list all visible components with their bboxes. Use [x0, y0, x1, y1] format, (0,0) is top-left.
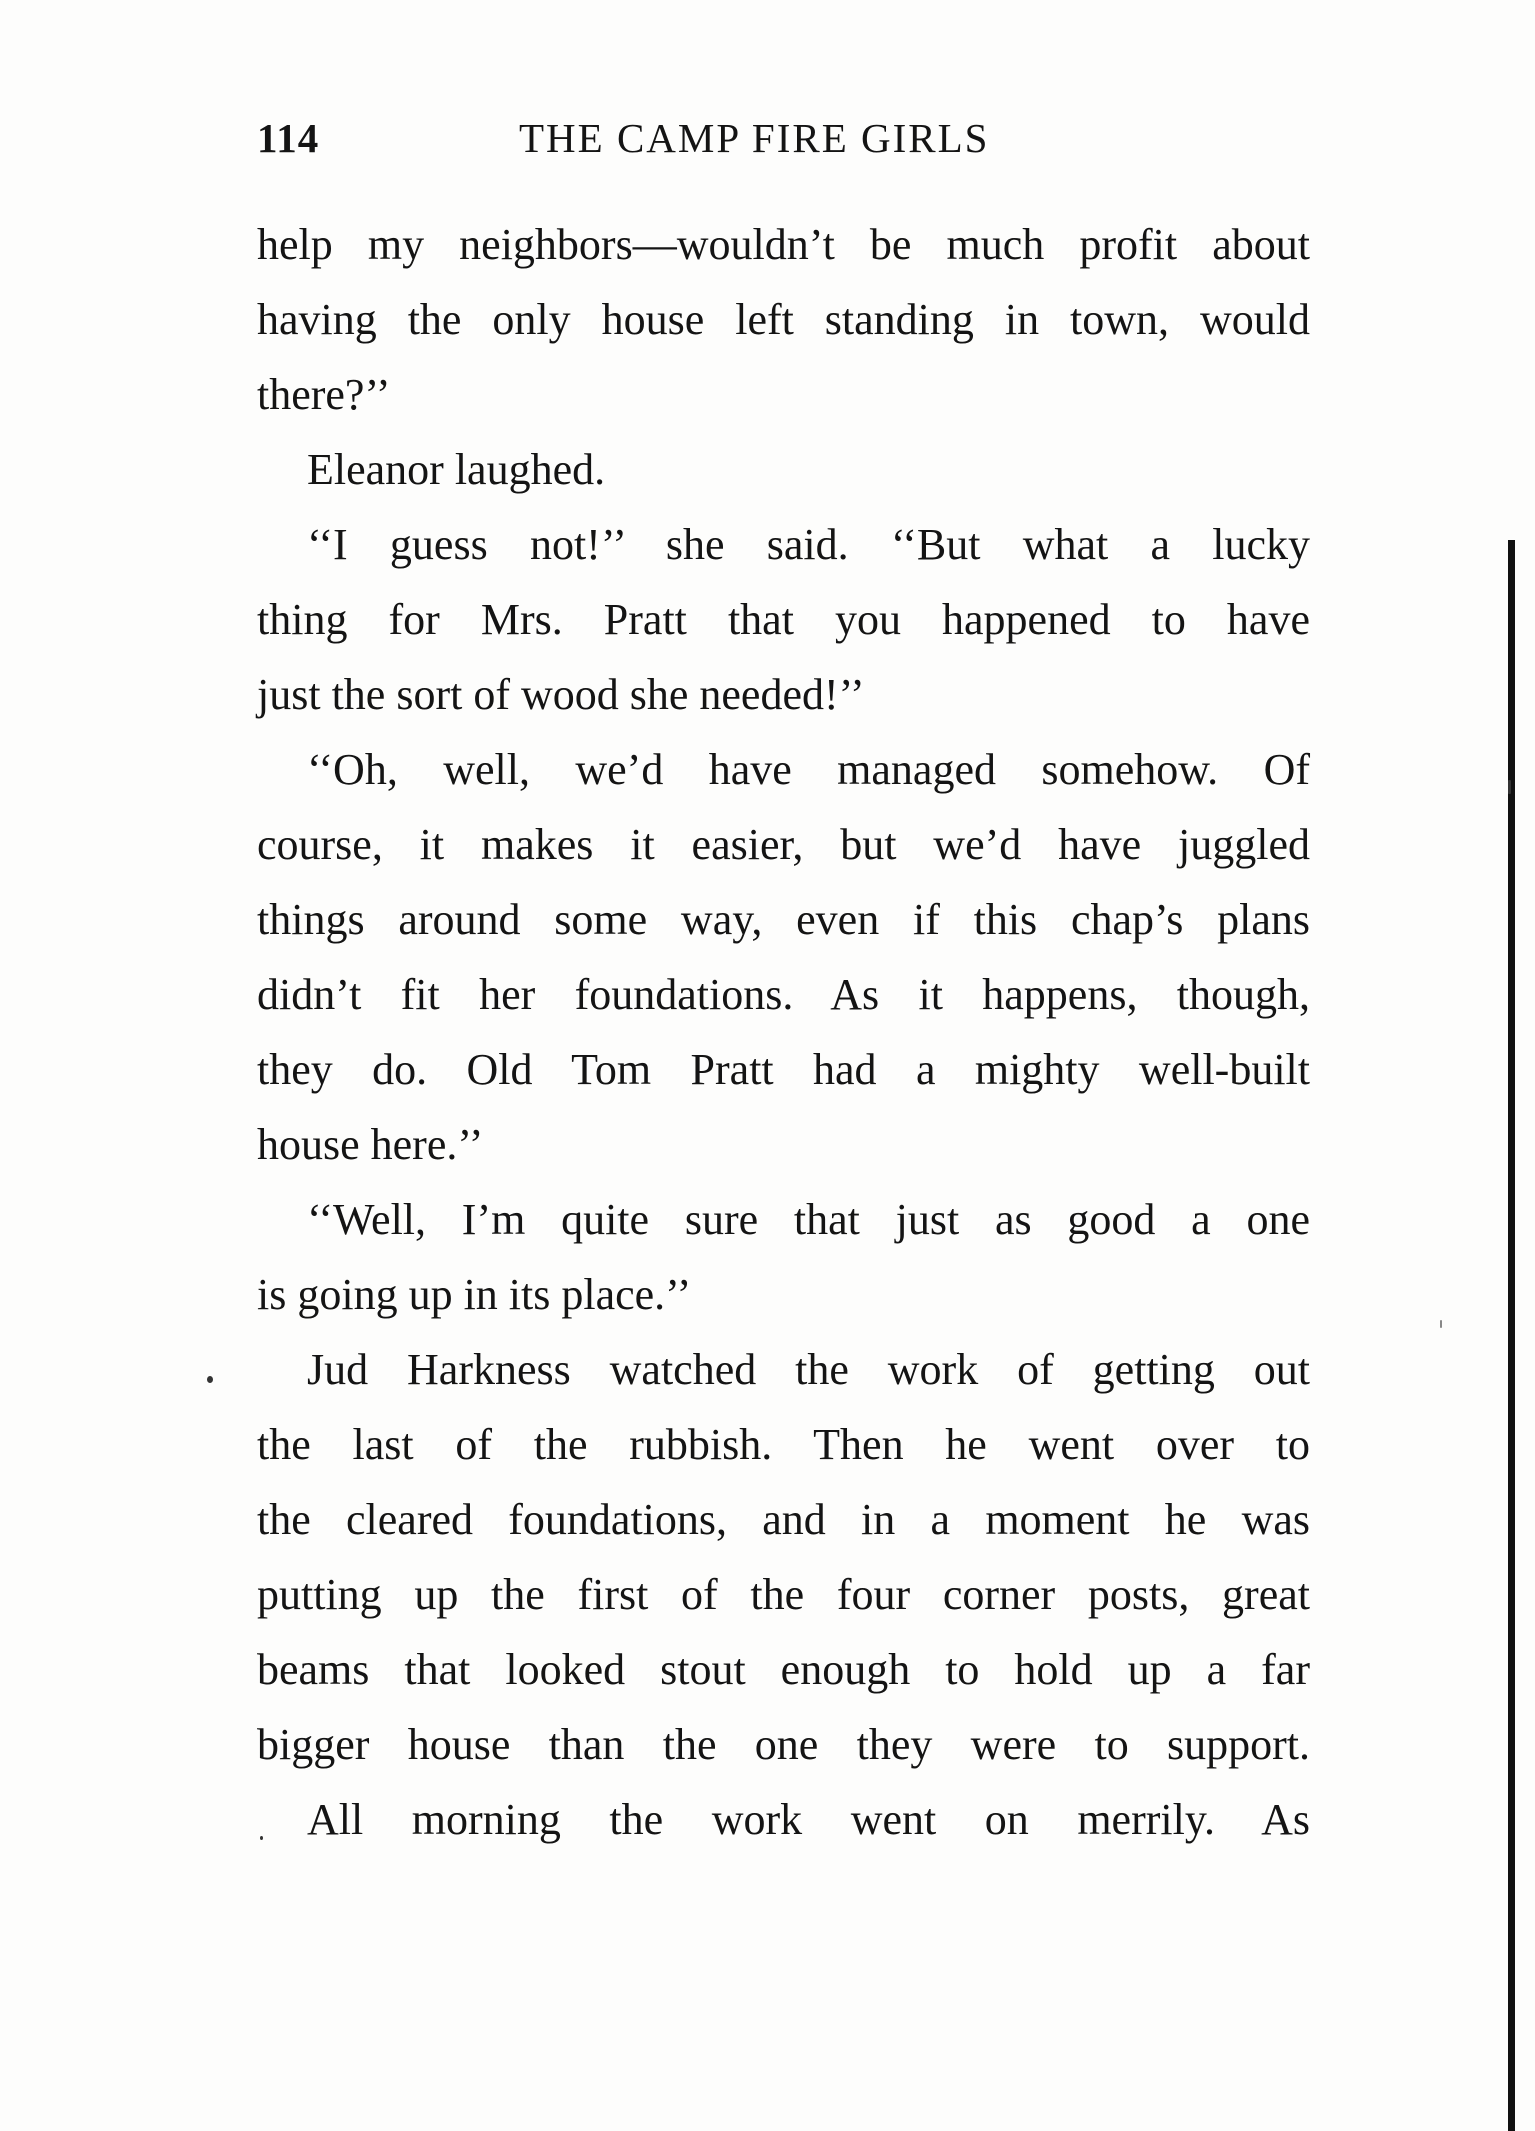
text-line: they do. Old Tom Pratt had a mighty well-built: [257, 1045, 1310, 1094]
body-text: [257, 207, 1310, 1857]
text-line: beams that looked stout enough to hold up a far: [257, 1645, 1310, 1694]
text-line: there?’’: [257, 370, 391, 419]
text-line: having the only house left standing in town, would: [257, 295, 1310, 344]
text-line: is going up in its place.’’: [257, 1270, 692, 1319]
ink-speck: [1440, 1320, 1442, 1328]
text-line: course, it makes it easier, but we’d have juggled: [257, 820, 1310, 869]
text-line: house here.’’: [257, 1120, 484, 1169]
text-line: help my neighbors—wouldn’t be much profit about: [257, 220, 1310, 269]
text-line: Jud Harkness watched the work of getting out: [307, 1345, 1310, 1394]
running-title: THE CAMP FIRE GIRLS: [519, 115, 990, 161]
text-line: thing for Mrs. Pratt that you happened to have: [257, 595, 1310, 644]
text-line: just the sort of wood she needed!’’: [257, 670, 865, 719]
page-number: 114: [257, 115, 320, 161]
text-line: Eleanor laughed.: [307, 445, 606, 494]
ink-speck: [207, 1376, 213, 1383]
page-binding-edge: [1508, 540, 1515, 2131]
text-line: things around some way, even if this chap’s plans: [257, 895, 1310, 944]
text-line: didn’t fit her foundations. As it happens, though,: [257, 970, 1310, 1019]
text-line: ‘‘Well, I’m quite sure that just as good a one: [307, 1195, 1310, 1244]
text-line: putting up the first of the four corner posts, great: [257, 1570, 1310, 1619]
text-line: the last of the rubbish. Then he went over to: [257, 1420, 1310, 1469]
text-line: the cleared foundations, and in a moment he was: [257, 1495, 1310, 1544]
text-line: ‘‘Oh, well, we’d have managed somehow. Of: [307, 745, 1310, 794]
text-line: All morning the work went on merrily. As: [307, 1795, 1310, 1844]
ink-speck: [260, 1836, 263, 1840]
text-line: ‘‘I guess not!’’ she said. ‘‘But what a lucky: [307, 520, 1310, 569]
text-line: bigger house than the one they were to support.: [257, 1720, 1310, 1769]
page-header: [257, 108, 1310, 168]
ink-speck: [1508, 780, 1511, 794]
